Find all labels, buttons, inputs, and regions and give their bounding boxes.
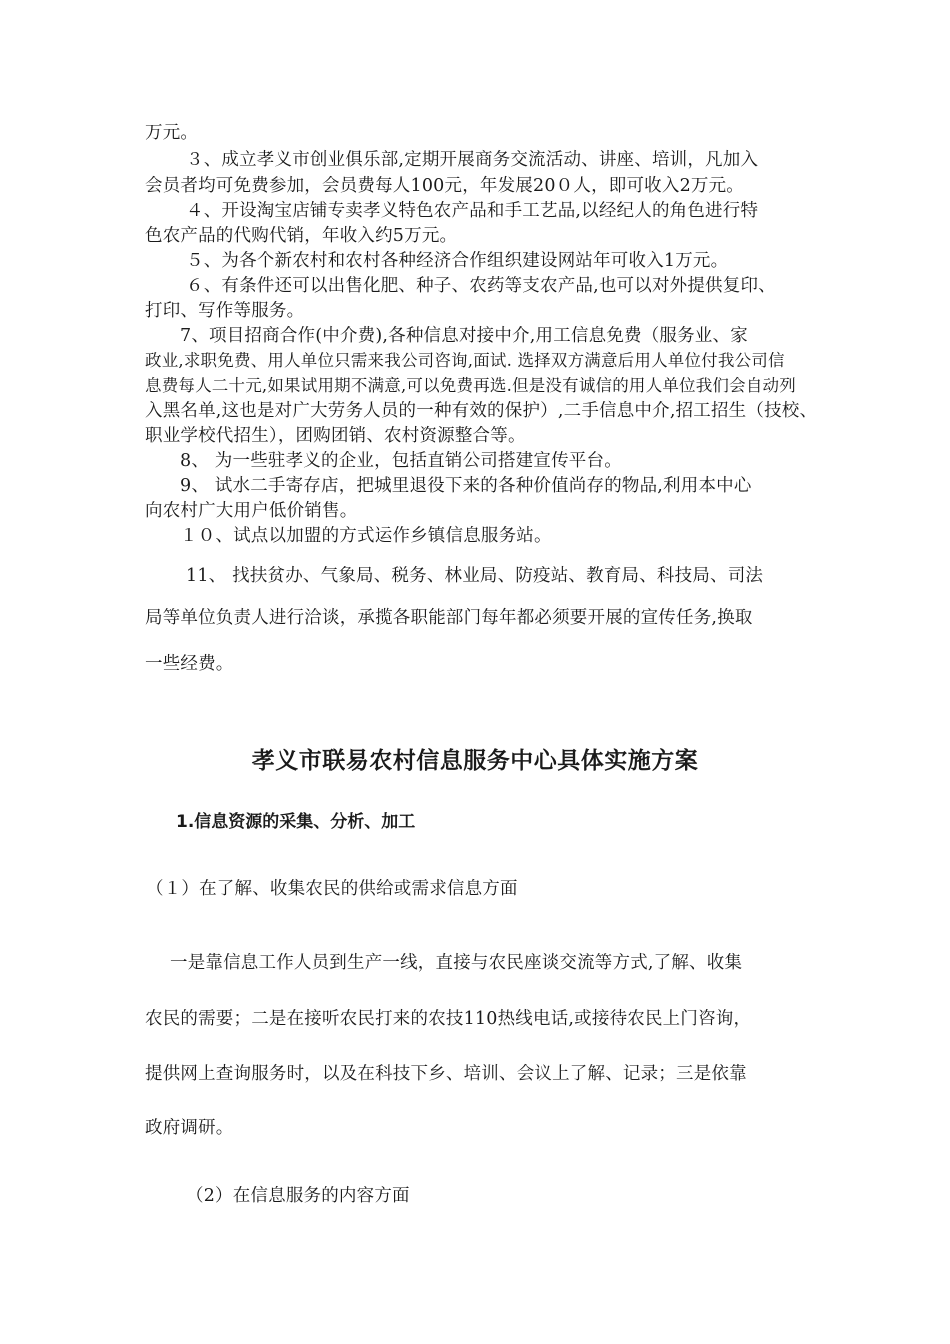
text-line: 11、 找扶贫办、气象局、税务、林业局、防疫站、教育局、科技局、司法 [186,566,764,586]
text-line: 一些经费。 [145,654,234,674]
text-line: 会员者均可免费参加，会员费每人100元，年发展20０人，即可收入2万元。 [145,176,745,196]
section-heading: 1.信息资源的采集、分析、加工 [176,812,416,832]
text-line: 农民的需要；二是在接听农民打来的农技110热线电话,或接待农民上门咨询， [145,1009,752,1029]
text-line: 入黑名单,这也是对广大劳务人员的一种有效的保护）,二手信息中介,招工招生（技校、 [145,401,818,421]
text-line: 职业学校代招生），团购团销、农村资源整合等。 [145,426,526,446]
text-line: ４、开设淘宝店铺专卖孝义特色农产品和手工艺品,以经纪人的角色进行特 [186,201,759,221]
text-line: 一是靠信息工作人员到生产一线，直接与农民座谈交流等方式,了解、收集 [170,953,743,973]
text-line: 政府调研。 [145,1118,234,1138]
text-line: ６、有条件还可以出售化肥、种子、农药等支农产品,也可以对外提供复印、 [186,276,776,296]
text-line: 7、项目招商合作(中介费),各种信息对接中介,用工信息免费（服务业、家 [180,326,748,346]
text-line: 向农村广大用户低价销售。 [145,501,358,521]
text-line: 局等单位负责人进行洽谈，承揽各职能部门每年都必须要开展的宣传任务,换取 [145,608,753,628]
text-line: 9、 试水二手寄存店，把城里退役下来的各种价值尚存的物品,利用本中心 [180,476,752,496]
page-title: 孝义市联易农村信息服务中心具体实施方案 [251,748,699,774]
text-line: 息费每人二十元,如果试用期不满意,可以免费再选.但是没有诚信的用人单位我们会自动列 [145,376,796,395]
text-line: 8、 为一些驻孝义的企业，包括直销公司搭建宣传平台。 [180,451,622,471]
text-line: 万元。 [145,123,199,143]
subsection-heading: （１）在了解、收集农民的供给或需求信息方面 [146,879,518,899]
text-line: ３、成立孝义市创业俱乐部,定期开展商务交流活动、讲座、培训，凡加入 [186,150,759,170]
text-line: １０、试点以加盟的方式运作乡镇信息服务站。 [180,526,552,546]
text-line: 政业,求职免费、用人单位只需来我公司咨询,面试. 选择双方满意后用人单位付我公司信 [145,351,785,370]
text-line: 打印、写作等服务。 [145,301,305,321]
text-line: 提供网上查询服务时，以及在科技下乡、培训、会议上了解、记录；三是依靠 [145,1064,747,1084]
subsection-heading: （2）在信息服务的内容方面 [186,1186,410,1206]
text-line: 色农产品的代购代销，年收入约5万元。 [145,226,458,246]
text-line: ５、为各个新农村和农村各种经济合作组织建设网站年可收入1万元。 [186,251,729,271]
